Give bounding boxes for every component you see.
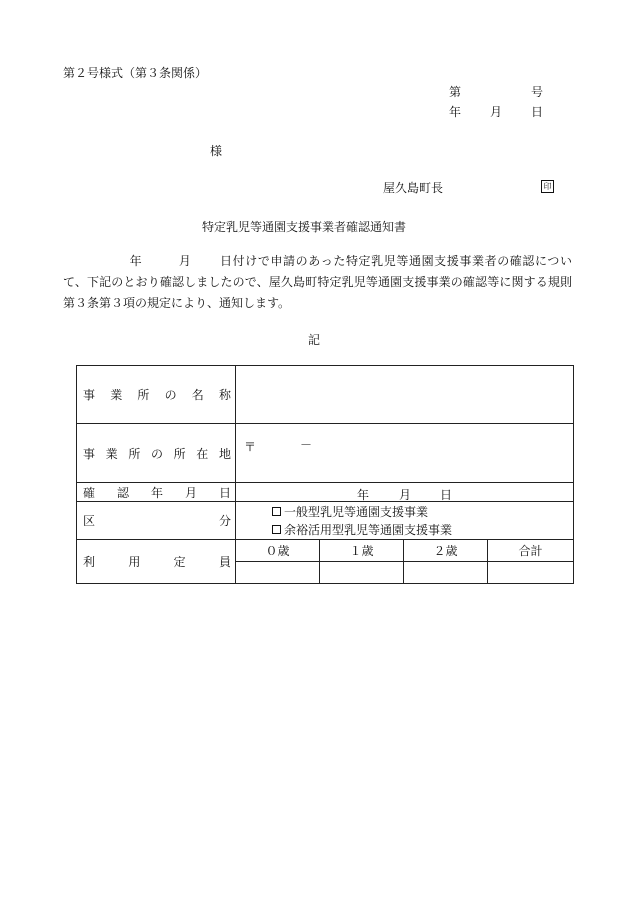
postal-mark: 〒 — [244, 440, 257, 454]
date-day: 日 — [531, 105, 544, 119]
capacity-header-age1: １歳 — [320, 540, 404, 562]
number-prefix: 第 — [449, 85, 462, 99]
label-confirmation-date — [77, 483, 236, 502]
row-capacity-header — [77, 540, 574, 562]
label-facility-name — [77, 366, 236, 424]
label-capacity — [77, 540, 236, 584]
facility-address-value[interactable] — [236, 424, 574, 483]
option-general-label: 一般型乳児等通園支援事業 — [284, 504, 429, 519]
label-chars: 事 業 所 の 名 称 — [83, 388, 231, 402]
option-general[interactable] — [236, 503, 573, 521]
label-chars: 区 分 — [83, 514, 231, 528]
capacity-value-total[interactable] — [488, 562, 574, 584]
option-surplus-label: 余裕活用型乳児等通園支援事業 — [284, 522, 453, 537]
row-category — [77, 502, 574, 540]
label-facility-address — [77, 424, 236, 483]
label-category — [77, 502, 236, 540]
body-year: 年 — [129, 254, 143, 268]
issuer-title: 屋久島町長 — [383, 181, 444, 195]
facility-name-value[interactable] — [236, 366, 574, 424]
label-chars: 事 業 所 の 所 在 地 — [83, 446, 231, 461]
row-confirmation-date — [77, 483, 574, 502]
addressee-honorific: 様 — [210, 144, 223, 158]
checkbox-surplus[interactable] — [272, 525, 281, 534]
capacity-value-age1[interactable] — [320, 562, 404, 584]
row-facility-name — [77, 366, 574, 424]
confirm-month: 月 — [399, 488, 412, 502]
form-number: 第２号様式（第３条関係） — [63, 66, 208, 80]
option-surplus[interactable] — [236, 521, 573, 539]
confirm-day: 日 — [440, 488, 453, 502]
capacity-value-age0[interactable] — [236, 562, 320, 584]
document-title: 特定乳児等通園支援事業者確認通知書 — [202, 220, 407, 234]
confirmation-table — [76, 365, 574, 584]
row-facility-address — [77, 424, 574, 483]
capacity-header-age2: ２歳 — [404, 540, 488, 562]
capacity-header-age0: ０歳 — [236, 540, 320, 562]
label-chars: 利 用 定 員 — [83, 555, 231, 569]
number-suffix: 号 — [531, 85, 544, 99]
notification-body — [63, 251, 572, 314]
body-month: 月 — [178, 254, 192, 268]
capacity-header-total: 合計 — [488, 540, 574, 562]
label-chars: 確 認 年 月 日 — [83, 485, 231, 500]
ki-heading: 記 — [308, 333, 321, 347]
seal-mark: 印 — [541, 180, 554, 193]
body-text: 日付けで申請のあった特定乳児等通園支援事業者の確認について、下記のとおり確認しましたので、屋久島町特定乳児等通園支援事業の確認等に関する規則第３条第３項の規定により、通知します。 — [63, 254, 572, 310]
capacity-value-age2[interactable] — [404, 562, 488, 584]
checkbox-general[interactable] — [272, 507, 281, 516]
confirmation-date-value[interactable] — [236, 483, 574, 502]
date-month: 月 — [490, 105, 503, 119]
postal-dash: － — [300, 438, 313, 452]
date-year: 年 — [449, 105, 462, 119]
confirm-year: 年 — [357, 488, 370, 502]
category-options — [236, 502, 574, 540]
